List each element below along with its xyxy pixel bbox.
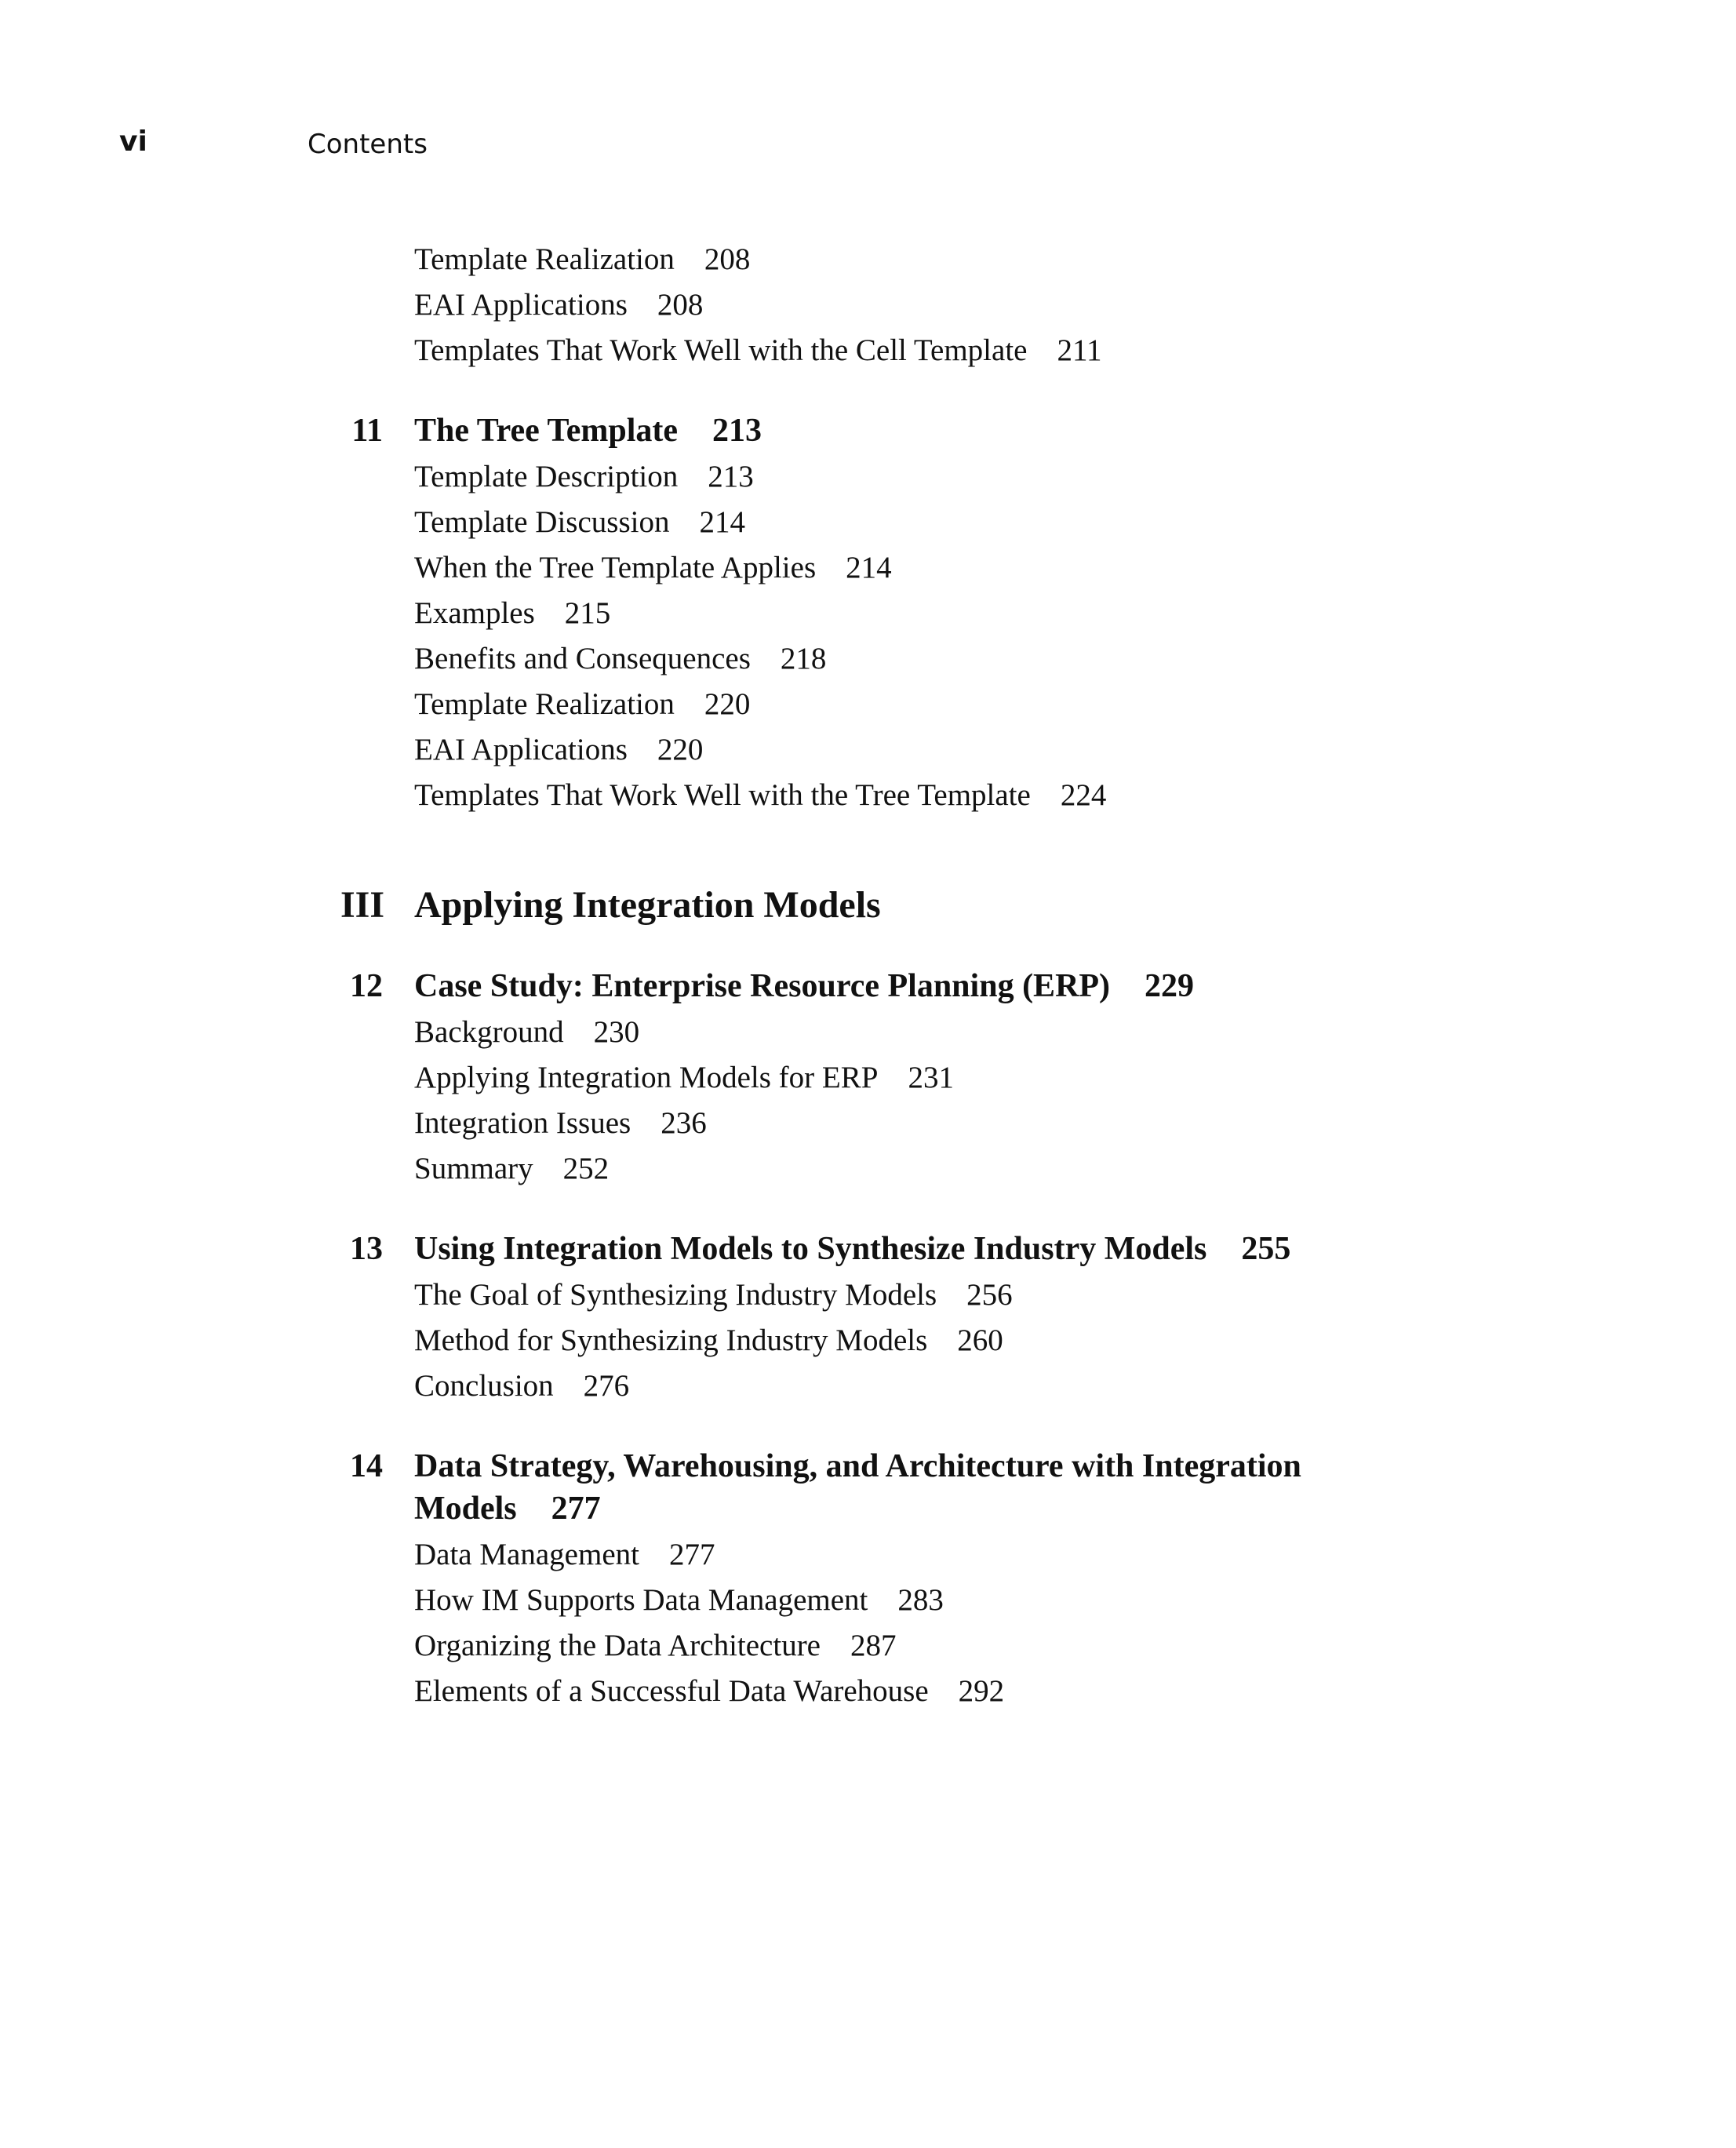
toc-entry[interactable] — [414, 545, 892, 591]
entry-title: EAI Applications — [414, 733, 628, 766]
entry-page: 213 — [708, 460, 754, 493]
entry-page: 276 — [583, 1369, 630, 1403]
toc-entry[interactable] — [414, 1363, 629, 1409]
entry-page: 208 — [657, 288, 704, 322]
chapter-number: 14 — [350, 1448, 383, 1484]
toc-entry[interactable] — [414, 237, 750, 282]
toc-entry[interactable] — [414, 773, 1106, 818]
entry-page: 292 — [958, 1674, 1005, 1708]
chapter-page: 213 — [712, 413, 762, 449]
chapter-title-text: The Tree Template — [414, 413, 678, 449]
chapter-title-line1[interactable] — [414, 1445, 1301, 1487]
toc-entry[interactable] — [414, 1318, 1003, 1363]
entry-page: 224 — [1060, 778, 1107, 812]
chapter-title[interactable] — [414, 410, 762, 452]
entry-title: Templates That Work Well with the Tree Template — [414, 778, 1031, 812]
entry-page: 208 — [704, 242, 751, 276]
chapter-title[interactable] — [414, 965, 1194, 1007]
chapter-page: 277 — [551, 1491, 601, 1527]
entry-title: Conclusion — [414, 1369, 554, 1403]
chapter-title-text: Using Integration Models to Synthesize Industry Models — [414, 1231, 1207, 1267]
toc-entry[interactable] — [414, 682, 750, 727]
chapter-title-text: Case Study: Enterprise Resource Planning (ERP) — [414, 968, 1111, 1004]
page-folio: vi — [119, 126, 147, 158]
entry-page: 211 — [1057, 333, 1102, 367]
entry-page: 287 — [850, 1629, 897, 1662]
toc-entry[interactable] — [414, 1669, 1004, 1714]
entry-title: Template Realization — [414, 687, 675, 721]
entry-title: Method for Synthesizing Industry Models — [414, 1323, 928, 1357]
entry-page: 214 — [846, 551, 892, 584]
toc-entry[interactable] — [414, 727, 703, 773]
toc-entry[interactable] — [414, 1623, 897, 1669]
toc-entry[interactable] — [414, 1272, 1013, 1318]
toc-entry[interactable] — [414, 1532, 715, 1578]
toc-entry[interactable] — [414, 591, 610, 636]
entry-title: Template Description — [414, 460, 679, 493]
part-number: III — [340, 884, 384, 926]
entry-title: Templates That Work Well with the Cell Template — [414, 333, 1028, 367]
entry-title: Template Realization — [414, 242, 675, 276]
entry-page: 220 — [657, 733, 704, 766]
chapter-title-line2[interactable] — [414, 1487, 601, 1530]
chapter-page: 229 — [1145, 968, 1195, 1004]
part-title[interactable]: Applying Integration Models — [414, 884, 881, 926]
entry-page: 230 — [593, 1015, 640, 1049]
entry-page: 215 — [564, 596, 611, 630]
entry-page: 231 — [908, 1061, 954, 1094]
entry-title: Elements of a Successful Data Warehouse — [414, 1674, 929, 1708]
toc-entry[interactable] — [414, 1101, 707, 1146]
entry-page: 214 — [699, 505, 745, 539]
entry-title: Integration Issues — [414, 1106, 631, 1140]
entry-page: 277 — [668, 1538, 715, 1571]
entry-title: EAI Applications — [414, 288, 628, 322]
entry-page: 220 — [704, 687, 751, 721]
chapter-title-text: Data Strategy, Warehousing, and Architecture with Integration — [414, 1448, 1301, 1484]
toc-entry[interactable] — [414, 454, 754, 500]
entry-title: The Goal of Synthesizing Industry Models — [414, 1278, 937, 1312]
toc-entry[interactable] — [414, 282, 703, 328]
chapter-title[interactable] — [414, 1228, 1290, 1270]
chapter-page: 255 — [1241, 1231, 1291, 1267]
toc-entry[interactable] — [414, 1010, 639, 1055]
entry-title: Applying Integration Models for ERP — [414, 1061, 879, 1094]
running-title: Contents — [308, 129, 428, 160]
toc-entry[interactable] — [414, 500, 745, 545]
entry-title: When the Tree Template Applies — [414, 551, 817, 584]
toc-entry[interactable] — [414, 1055, 954, 1101]
entry-title: Template Discussion — [414, 505, 670, 539]
chapter-title-text: Models — [414, 1491, 517, 1527]
toc-entry[interactable] — [414, 636, 826, 682]
entry-page: 252 — [562, 1152, 610, 1185]
entry-title: Data Management — [414, 1538, 639, 1571]
entry-page: 218 — [780, 642, 827, 675]
chapter-number: 13 — [350, 1231, 383, 1267]
entry-page: 283 — [897, 1583, 944, 1617]
entry-page: 236 — [661, 1106, 707, 1140]
entry-title: Organizing the Data Architecture — [414, 1629, 821, 1662]
toc-entry[interactable] — [414, 328, 1102, 373]
toc-entry[interactable] — [414, 1146, 609, 1192]
entry-page: 260 — [957, 1323, 1003, 1357]
toc-entry[interactable] — [414, 1578, 944, 1623]
entry-title: How IM Supports Data Management — [414, 1583, 868, 1617]
chapter-number: 11 — [351, 413, 383, 449]
entry-title: Examples — [414, 596, 535, 630]
entry-title: Background — [414, 1015, 564, 1049]
entry-title: Benefits and Consequences — [414, 642, 751, 675]
chapter-number: 12 — [350, 968, 383, 1004]
entry-title: Summary — [414, 1152, 533, 1185]
entry-page: 256 — [966, 1278, 1013, 1312]
